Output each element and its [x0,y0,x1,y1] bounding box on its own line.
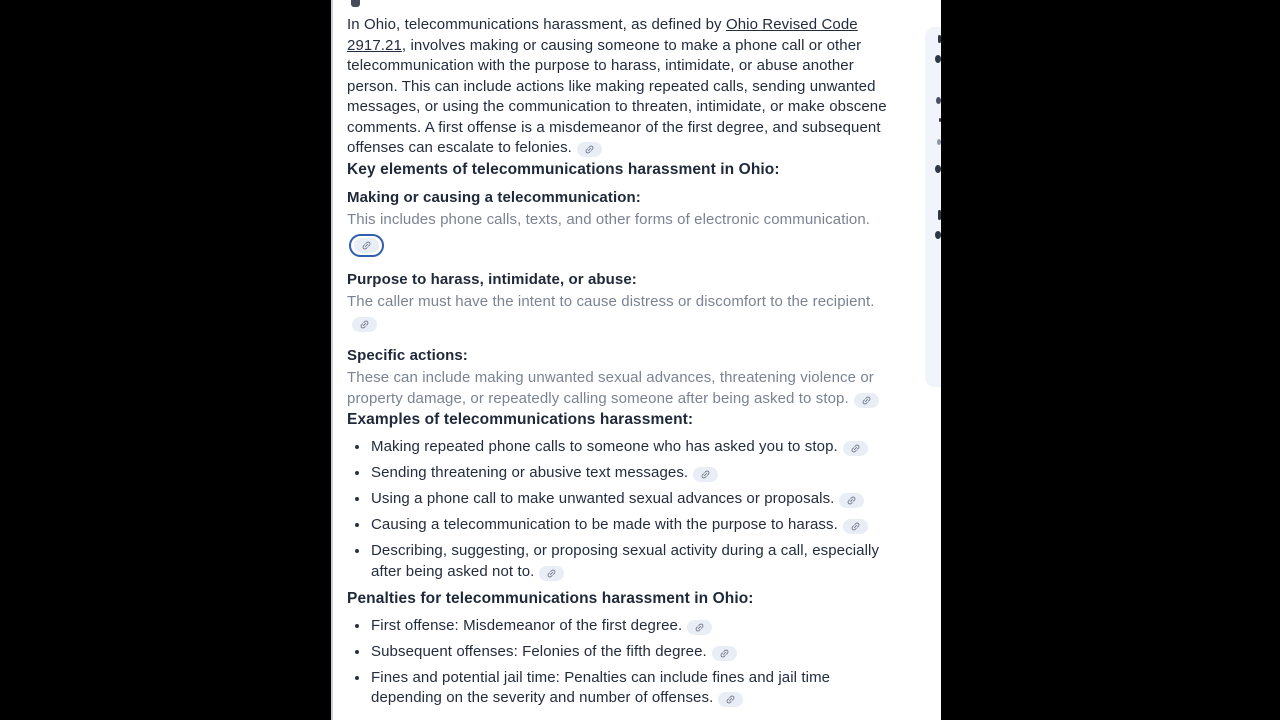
link-icon[interactable] [712,646,737,661]
list-item-text: Sending threatening or abusive text messages. [371,464,689,481]
list-item [347,489,888,510]
key-element-item [347,346,888,409]
cut-off-glyph [935,165,941,173]
intro-paragraph [347,15,888,159]
link-icon[interactable] [352,317,377,332]
list-item-text: Making repeated phone calls to someone who has asked you to stop. [371,438,838,455]
list-item [347,668,888,709]
link-icon[interactable] [839,493,864,508]
link-icon[interactable] [843,519,868,534]
link-icon[interactable] [577,142,602,157]
list-item-text: Using a phone call to make unwanted sexual advances or proposals. [371,490,835,507]
key-element-body [347,368,888,409]
key-element-body-text: This includes phone calls, texts, and other forms of electronic communication. [347,210,871,228]
list-item-text: Causing a telecommunication to be made with the purpose to harass. [371,516,838,533]
link-icon[interactable] [854,393,879,408]
key-element-body [347,210,888,258]
cut-off-glyph [936,97,941,104]
examples-list [347,437,888,588]
list-item-text: Describing, suggesting, or proposing sexual activity during a call, especially after being asked not to. [371,542,880,580]
key-element-title: Purpose to harass, intimidate, or abuse: [347,271,637,288]
right-sidebar-edge [925,27,941,387]
intro-text-after: , involves making or causing someone to make a phone call or other telecommunication with the purpose to harass, intimidate, or abuse another person. This can include actions like making repeated calls, sending unwanted messages, or using the communication to threaten, intimidate, or make obscene comments. A first offense is a misdemeanor of the first degree, and subsequent offenses can escalate to felonies. [347,36,887,156]
key-element-body-text: The caller must have the intent to cause distress or discomfort to the recipient. [347,293,875,310]
list-item-text: Subsequent offenses: Felonies of the fifth degree. [371,642,707,660]
link-icon[interactable] [843,441,868,456]
intro-text-before: In Ohio, telecommunications harassment, as defined by [347,16,726,33]
bullet-dot [355,549,359,553]
list-item-text: First offense: Misdemeanor of the first degree. [371,616,683,634]
link-icon-focus-ring[interactable] [349,234,384,257]
section-heading-key-elements: Key elements of telecommunications harassment in Ohio: [347,160,780,178]
list-item [347,515,888,536]
list-item [347,463,888,484]
list-item [347,642,888,663]
key-element-body-text: These can include making unwanted sexual advances, threatening violence or property damage, or repeatedly calling someone after being asked to stop. [347,369,874,407]
key-element-title: Making or causing a telecommunication: [347,188,641,206]
link-icon[interactable] [687,620,712,635]
ohio-revised-code-link[interactable]: Ohio Revised Code 2917.21 [347,16,858,54]
key-element-body [347,292,888,333]
list-item [347,437,888,458]
bullet-dot [355,624,359,628]
link-icon[interactable] [539,566,564,581]
ai-overview-content [347,0,888,714]
bullet-dot [355,445,359,449]
penalties-list [347,616,888,715]
bullet-dot [355,497,359,501]
link-icon[interactable] [354,238,379,253]
search-results-panel [331,0,941,720]
list-item [347,541,888,582]
link-icon[interactable] [718,692,743,707]
key-element-title: Specific actions: [347,347,468,364]
list-item [347,616,888,637]
key-element-item [347,270,888,333]
cut-off-glyph [939,118,941,122]
bullet-dot [355,523,359,527]
link-icon[interactable] [693,467,718,482]
key-element-item [347,188,888,258]
cut-off-glyph [938,35,941,43]
cut-off-glyph [937,139,941,145]
cut-off-glyph [938,210,941,220]
section-heading-examples: Examples of telecommunications harassment: [347,411,694,428]
bullet-dot [355,650,359,654]
list-item-text: Fines and potential jail time: Penalties can include fines and jail time depending on the severity and number of offenses. [371,668,831,707]
section-heading-penalties: Penalties for telecommunications harassment in Ohio: [347,589,754,607]
cut-off-glyph [935,231,941,239]
cut-off-glyph [935,55,941,63]
bullet-dot [355,676,359,680]
bullet-dot [355,471,359,475]
